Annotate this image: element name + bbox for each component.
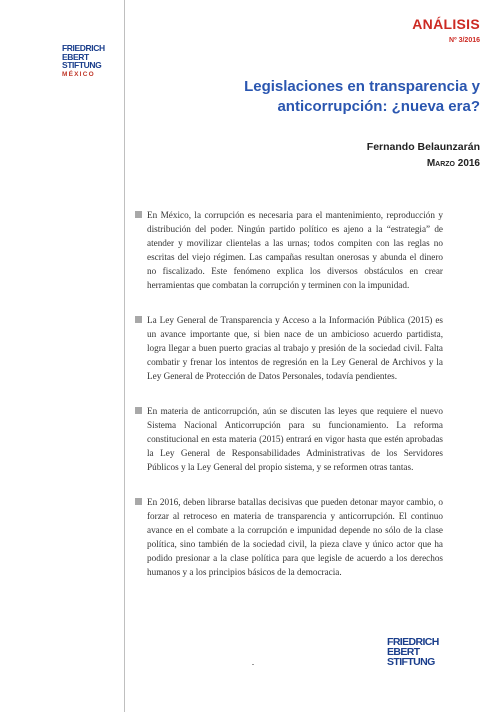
title-line-1: Legislaciones en transparencia y [244,78,480,95]
fes-logo-bottom [387,637,449,667]
logo-country: MÉXICO [62,70,95,78]
logo-line-1: FRIEDRICH [387,636,439,648]
bullet-square-icon [135,316,142,323]
title-line-2: anticorrupción: ¿nueva era? [277,97,480,115]
document-title [150,77,480,116]
paragraph-text: La Ley General de Transparencia y Acceso a la Información Pública (2015) es un avance importante que, si bien nace de un ambicioso acuerdo partidista, logra llegar a buen puerto gracias al trabajo y presión de la sociedad civil. Falta combatir y frenar los intentos de regresión en la Ley General de Archivos y la Ley General de Protección de Datos Personales, todavía pendientes. [147,315,443,381]
summary-body [147,208,443,600]
summary-paragraph [147,404,443,474]
paragraph-text: En 2016, deben librarse batallas decisivas que pueden detonar mayor cambio, o forzar al retroceso en materia de transparencia y anticorrupción. El continuo avance en el combate a la corrupción e impunidad depende no sólo de la clase política, sino también de la sociedad civil, la pieza clave y único actor que ha podido presionar a la clase política para que legisle de acuerdo a los derechos humanos y a los principios básicos de la democracia. [147,497,443,577]
issue-number: Nº 3/2016 [449,37,480,44]
paragraph-text: En México, la corrupción es necesaria para el mantenimiento, reproducción y distribución del poder. Ningún partido político es ajeno a la “estrategia” de atender y movilizar clientelas a las urnas; todos compiten con las reglas no escritas del viejo régimen. Las campañas resultan onerosas y abunda el dinero no fiscalizado. Este fenómeno explica los diversos obstáculos en crear herramientas que combatan la corrupción y terminen con la impunidad. [147,210,443,290]
bullet-square-icon [135,211,142,218]
fes-logo-top [62,44,122,78]
paragraph-text: En materia de anticorrupción, aún se discuten las leyes que requiere el nuevo Sistema Nacional Anticorrupción para su funcionamiento. La reforma constitucional en esta materia (2015) entrará en vigor hasta que estén aprobadas la Ley General de Responsabilidades Administrativas de los Servidores Públicos y la Ley General del propio sistema, y se reformen otras tantas. [147,406,443,472]
summary-paragraph [147,495,443,579]
page-dot [252,664,254,665]
bullet-square-icon [135,407,142,414]
logo-line-3: STIFTUNG [62,60,102,70]
vertical-divider [124,0,125,712]
summary-paragraph [147,208,443,292]
publication-date: Marzo 2016 [426,158,480,169]
left-margin-panel [0,0,124,712]
series-label: ANÁLISIS [412,16,480,32]
author-name: Fernando Belaunzarán [366,141,480,153]
logo-line-3: STIFTUNG [387,656,435,668]
logo-line-2: EBERT [62,51,89,62]
logo-line-2: EBERT [387,646,420,658]
logo-line-1: FRIEDRICH [62,43,105,53]
bullet-square-icon [135,498,142,505]
summary-paragraph [147,313,443,383]
